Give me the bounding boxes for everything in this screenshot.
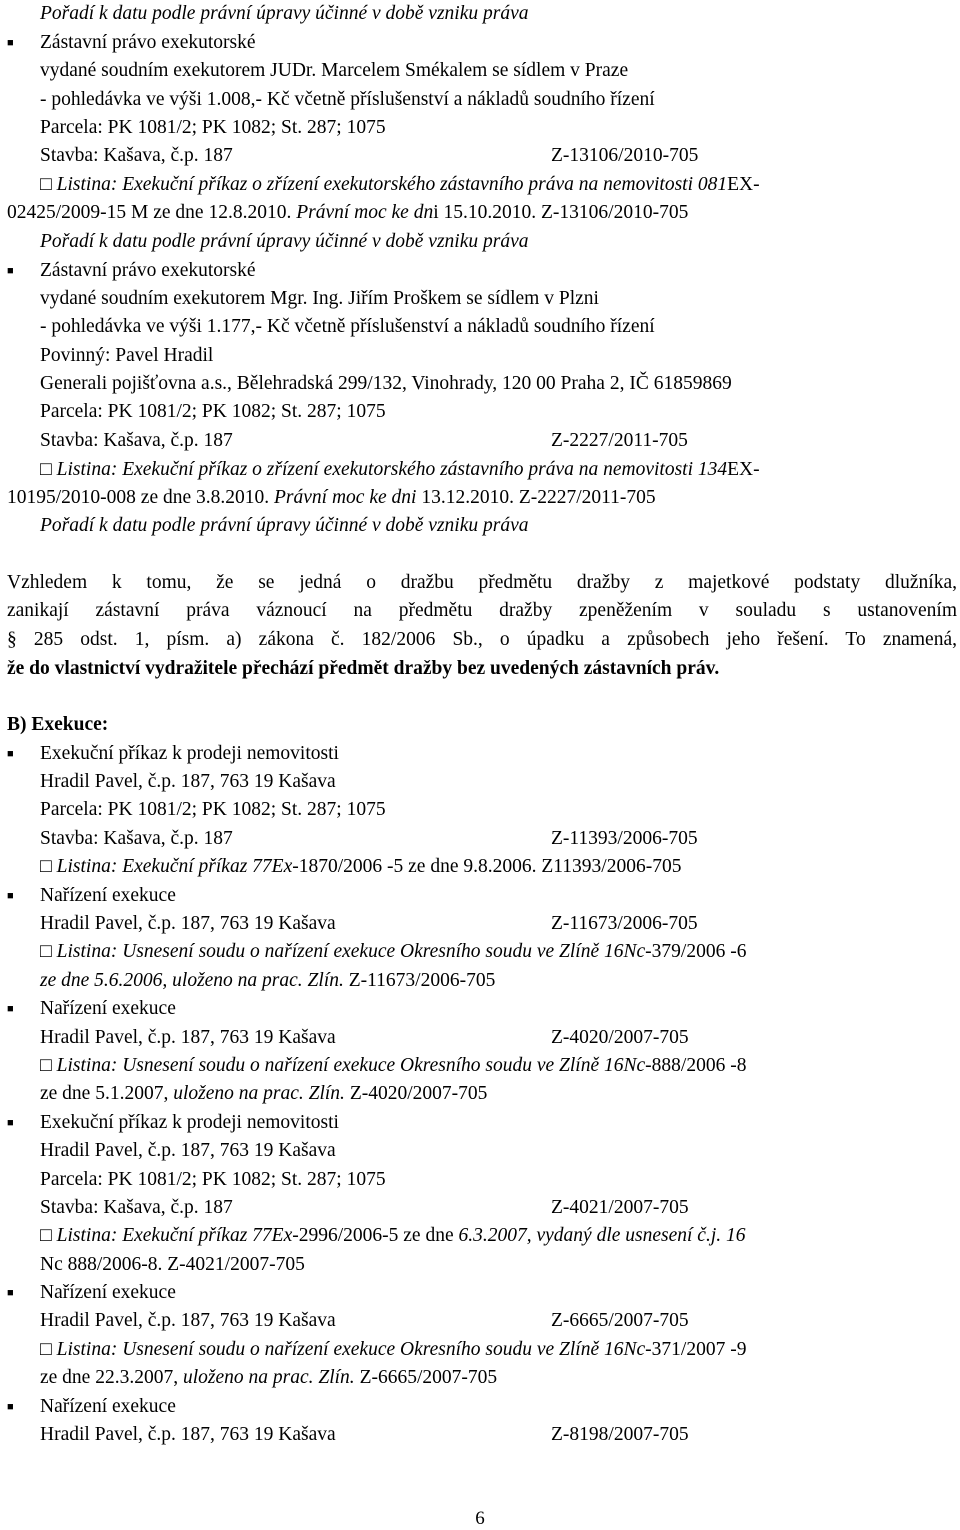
entry-title: Exekuční příkaz k prodeji nemovitosti: [40, 1112, 339, 1133]
text-line: □ Listina: Usnesení soudu o nařízení exekuce Okresního soudu ve Zlíně 16Nc-371/2007 -9: [40, 1339, 747, 1360]
text-line: Parcela: PK 1081/2; PK 1082; St. 287; 1075: [40, 401, 386, 422]
case-reference: Z-4020/2007-705: [551, 1027, 689, 1048]
list-item: [0, 257, 960, 285]
text-line: □ Listina: Exekuční příkaz 77Ex-2996/2006-5 ze dne 6.3.2007, vydaný dle usnesení č.j. 16: [40, 1225, 746, 1246]
text-line: □ Listina: Exekuční příkaz 77Ex-1870/2006 -5 ze dne 9.8.2006. Z11393/2006-705: [40, 856, 682, 877]
bullet-square-icon: ■: [7, 37, 14, 49]
text-line: Povinný: Pavel Hradil: [40, 345, 214, 366]
case-reference: Z-8198/2007-705: [551, 1424, 689, 1445]
entry-title: Nařízení exekuce: [40, 1396, 176, 1417]
bullet-square-icon: ■: [7, 1117, 14, 1129]
text-line: Hradil Pavel, č.p. 187, 763 19 Kašava Z-4020/2007-705: [0, 1024, 960, 1052]
text-line: Stavba: Kašava, č.p. 187 Z-11393/2006-705: [0, 825, 960, 853]
text-line: - pohledávka ve výši 1.008,- Kč včetně příslušenství a nákladů soudního řízení: [40, 89, 655, 110]
emphasis-sentence: že do vlastnictví vydražitele přechází předmět dražby bez uvedených zástavních práv.: [7, 658, 720, 679]
priority-note: Pořadí k datu podle právní úpravy účinné v době vzniku práva: [40, 3, 529, 24]
text-line: ze dne 5.6.2006, uloženo na prac. Zlín. Z-11673/2006-705: [40, 970, 496, 991]
section-heading: [0, 711, 960, 739]
text-line: Stavba: Kašava, č.p. 187 Z-4021/2007-705: [0, 1194, 960, 1222]
section-heading-text: B) Exekuce:: [7, 714, 109, 735]
text-line: [0, 228, 960, 256]
text-line: Generali pojišťovna a.s., Bělehradská 299/132, Vinohrady, 120 00 Praha 2, IČ 61859869: [40, 373, 732, 394]
text-line: 02425/2009-15 M ze dne 12.8.2010. Právní moc ke dni 15.10.2010. Z-13106/2010-705: [7, 202, 689, 223]
text-line: Nc 888/2006-8. Z-4021/2007-705: [40, 1254, 305, 1275]
text-line: Hradil Pavel, č.p. 187, 763 19 Kašava Z-11673/2006-705: [0, 910, 960, 938]
text-line: 10195/2010-008 ze dne 3.8.2010. Právní moc ke dni 13.12.2010. Z-2227/2011-705: [7, 487, 656, 508]
text-line: ze dne 22.3.2007, uloženo na prac. Zlín. Z-6665/2007-705: [40, 1367, 498, 1388]
bullet-square-icon: ■: [7, 1003, 14, 1015]
text-line: ze dne 5.1.2007, uloženo na prac. Zlín. Z-4020/2007-705: [40, 1083, 488, 1104]
entry-title: Exekuční příkaz k prodeji nemovitosti: [40, 743, 339, 764]
text-line: - pohledávka ve výši 1.177,- Kč včetně příslušenství a nákladů soudního řízení: [40, 316, 655, 337]
text-line: [0, 512, 960, 540]
paragraph-line: zanikají zástavní práva váznoucí na předmětu dražby zpeněžením v souladu s ustanovením: [7, 600, 957, 621]
text-line: vydané soudním exekutorem JUDr. Marcelem Smékalem se sídlem v Praze: [40, 60, 629, 81]
text-line: Hradil Pavel, č.p. 187, 763 19 Kašava Z-6665/2007-705: [0, 1307, 960, 1335]
list-item: [0, 1393, 960, 1421]
text-line: □ Listina: Exekuční příkaz o zřízení exekutorského zástavního práva na nemovitosti 081EX-: [40, 174, 760, 195]
text-line: Hradil Pavel, č.p. 187, 763 19 Kašava: [40, 1140, 336, 1161]
paragraph-line: Vzhledem k tomu, že se jedná o dražbu předmětu dražby z majetkové podstaty dlužníka,: [7, 572, 957, 593]
case-reference: Z-13106/2010-705: [551, 145, 699, 166]
entry-title: Nařízení exekuce: [40, 1282, 176, 1303]
text-line: [0, 0, 960, 28]
priority-note: Pořadí k datu podle právní úpravy účinné v době vzniku práva: [40, 515, 529, 536]
text-line: Stavba: Kašava, č.p. 187 Z-2227/2011-705: [0, 427, 960, 455]
entry-title: Nařízení exekuce: [40, 885, 176, 906]
text-line: Parcela: PK 1081/2; PK 1082; St. 287; 1075: [40, 1169, 386, 1190]
bullet-square-icon: ■: [7, 890, 14, 902]
paragraph-line: [0, 655, 960, 683]
text-line: □ Listina: Exekuční příkaz o zřízení exekutorského zástavního práva na nemovitosti 134EX-: [40, 459, 760, 480]
text-line: Hradil Pavel, č.p. 187, 763 19 Kašava: [40, 771, 336, 792]
page-number: 6: [475, 1508, 485, 1529]
case-reference: Z-4021/2007-705: [551, 1197, 689, 1218]
text-line: Parcela: PK 1081/2; PK 1082; St. 287; 1075: [40, 117, 386, 138]
priority-note: Pořadí k datu podle právní úpravy účinné v době vzniku práva: [40, 231, 529, 252]
text-line: vydané soudním exekutorem Mgr. Ing. Jiřím Proškem se sídlem v Plzni: [40, 288, 599, 309]
bullet-square-icon: ■: [7, 748, 14, 760]
entry-title: Nařízení exekuce: [40, 998, 176, 1019]
case-reference: Z-11673/2006-705: [551, 913, 698, 934]
entry-title: Zástavní právo exekutorské: [40, 260, 256, 281]
case-reference: Z-2227/2011-705: [551, 430, 688, 451]
entry-title: Zástavní právo exekutorské: [40, 32, 256, 53]
bullet-square-icon: ■: [7, 1287, 14, 1299]
list-item: [0, 1279, 960, 1307]
list-item: [0, 995, 960, 1023]
list-item: [0, 29, 960, 57]
text-line: □ Listina: Usnesení soudu o nařízení exekuce Okresního soudu ve Zlíně 16Nc-379/2006 -6: [40, 941, 747, 962]
case-reference: Z-6665/2007-705: [551, 1310, 689, 1331]
text-line: Parcela: PK 1081/2; PK 1082; St. 287; 1075: [40, 799, 386, 820]
case-reference: Z-11393/2006-705: [551, 828, 698, 849]
bullet-square-icon: ■: [7, 1401, 14, 1413]
list-item: [0, 740, 960, 768]
text-line: □ Listina: Usnesení soudu o nařízení exekuce Okresního soudu ve Zlíně 16Nc-888/2006 -8: [40, 1055, 747, 1076]
list-item: [0, 1109, 960, 1137]
list-item: [0, 882, 960, 910]
text-line: Stavba: Kašava, č.p. 187 Z-13106/2010-705: [0, 142, 960, 170]
paragraph-line: § 285 odst. 1, písm. a) zákona č. 182/2006 Sb., o úpadku a způsobech jeho řešení. To znamená,: [7, 629, 957, 650]
text-line: Hradil Pavel, č.p. 187, 763 19 Kašava Z-8198/2007-705: [0, 1421, 960, 1449]
bullet-square-icon: ■: [7, 265, 14, 277]
